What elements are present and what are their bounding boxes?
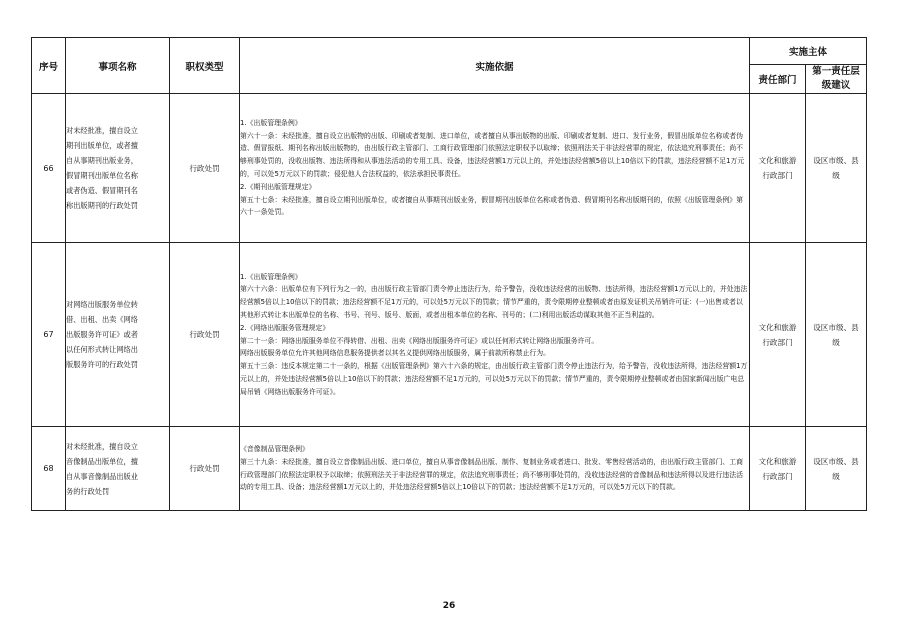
basis-paragraph: 第二十一条：网络出版服务单位不得转借、出租、出卖《网络出版服务许可证》或以任何形式转让网络出版服务许可。	[240, 336, 599, 345]
authority-type-cell: 行政处罚	[170, 427, 240, 511]
item-name-line: 务的行政处罚	[66, 486, 110, 496]
item-name-line: 对网络出版服务单位转	[66, 300, 138, 309]
dept-line: 行政部门	[762, 471, 793, 481]
dept-line: 文化和旅游	[758, 156, 797, 165]
item-name-cell	[66, 94, 170, 243]
item-name-line: 出版服务许可证》或者	[66, 330, 138, 339]
item-name-cell	[66, 427, 170, 511]
item-name-line: 称出版期刊的行政处罚	[66, 201, 138, 210]
basis-paragraph: 第五十三条：违反本规定第二十一条的，根据《出版管理条例》第六十六条的规定，由出版行政主管部门责令停止违法行为，给予警告，没收违法所得，违法经营额1万元以上的，并处违法经营额5倍以上10倍以下的罚款；违法经营额不足1万元的，可以处5万元以下的罚款；情节严重的，责令限期停业整顿或者由国家新闻出版广电总局吊销《网络出版服务许可证》。	[240, 362, 748, 396]
row-number: 67	[32, 243, 66, 427]
header-no: 序号	[32, 38, 66, 94]
basis-cell	[240, 94, 750, 243]
basis-cell	[240, 427, 750, 511]
row-number: 66	[32, 94, 66, 243]
level-suggestion-cell	[806, 94, 867, 243]
responsible-dept-cell	[750, 243, 806, 427]
table-row	[32, 94, 867, 243]
basis-paragraph: 1.《出版管理条例》	[240, 118, 302, 127]
item-name-line: 版服务许可的行政处罚	[66, 360, 138, 369]
header-level-line2: 级建议	[821, 80, 851, 91]
item-name-line: 或者伪造、假冒期刊名	[66, 186, 138, 195]
basis-paragraph: 第三十九条：未经批准，擅自设立音像制品出版、进口单位，擅自从事音像制品出版、制作、复制业务或者进口、批发、零售经营活动的，由出版行政主管部门、工商行政管理部门依照法定职权予以取缔；依照刑法关于非法经营罪的规定，依法追究刑事责任；尚不够刑事处罚的，没收违法经营的音像制品和违法所得以及进行违法活动的专用工具、设备；违法经营额1万元以上的，并处违法经营额5倍以上10倍以下的罚款；违法经营额不足1万元的，可以处5万元以下的罚款。	[240, 457, 744, 492]
item-name-line: 自从事期刊出版业务，	[66, 156, 138, 165]
item-name-line: 自从事音像制品出版业	[66, 471, 138, 481]
header-level-line1: 第一责任层	[812, 66, 860, 77]
table-row	[32, 243, 867, 427]
header-authority-type: 职权类型	[170, 38, 240, 94]
item-name-line: 音像制品出版单位，擅	[66, 456, 138, 466]
row-number: 68	[32, 427, 66, 511]
table-row	[32, 427, 867, 511]
dept-line: 行政部门	[762, 171, 793, 180]
dept-line: 行政部门	[762, 337, 793, 347]
header-item-name: 事项名称	[66, 38, 170, 94]
table-body	[32, 94, 867, 511]
basis-paragraph: 第五十七条：未经批准，擅自设立期刊出版单位，或者擅自从事期刊出版业务，假冒期刊出版单位名称或者伪造、假冒期刊名称出版期刊的，依照《出版管理条例》第六十一条处罚。	[240, 195, 744, 217]
level-line: 级	[832, 171, 840, 180]
item-name-line: 对未经批准，擅自设立	[66, 441, 138, 451]
basis-cell	[240, 243, 750, 427]
basis-paragraph: 《音像制品管理条例》	[240, 444, 309, 453]
authority-type-cell: 行政处罚	[170, 94, 240, 243]
level-line: 级	[832, 471, 840, 481]
basis-paragraph: 2.《期刊出版管理规定》	[240, 182, 316, 191]
basis-paragraph: 2.《网络出版服务管理规定》	[240, 323, 330, 332]
header-subject: 实施主体	[750, 38, 867, 65]
level-line: 设区市级、县	[813, 456, 859, 466]
item-name-line: 以任何形式转让网络出	[66, 345, 138, 354]
basis-paragraph: 网络出版服务单位允许其他网络信息服务提供者以其名义提供网络出版服务，属于前款所称禁止行为。	[240, 349, 551, 358]
page-number: 26	[442, 601, 456, 611]
item-name-line: 假冒期刊出版单位名称	[66, 171, 138, 180]
dept-line: 文化和旅游	[758, 322, 797, 332]
item-name-line: 期刊出版单位，或者擅	[66, 141, 138, 150]
item-name-line: 借、出租、出卖《网络	[66, 315, 138, 324]
basis-paragraph: 1.《出版管理条例》	[240, 272, 302, 281]
level-suggestion-cell	[806, 243, 867, 427]
header-level	[806, 65, 867, 94]
level-line: 级	[832, 337, 840, 347]
header-basis: 实施依据	[240, 38, 750, 94]
level-line: 设区市级、县	[813, 322, 859, 332]
authority-type-cell: 行政处罚	[170, 243, 240, 427]
dept-line: 文化和旅游	[758, 456, 797, 466]
level-suggestion-cell	[806, 427, 867, 511]
authority-table	[31, 37, 867, 511]
responsible-dept-cell	[750, 427, 806, 511]
item-name-cell	[66, 243, 170, 427]
item-name-line: 对未经批准，擅自设立	[66, 126, 138, 135]
basis-paragraph: 第六十一条：未经批准，擅自设立出版物的出版、印刷或者复制、进口单位，或者擅自从事出版物的出版、印刷或者复制、进口、发行业务，假冒出版单位名称或者伪造、假冒报纸、期刊名称出版出版物的，由出版行政主管部门、工商行政管理部门依照法定职权予以取缔；依照刑法关于非法经营罪的规定，依法追究刑事责任；尚不够刑事处罚的，没收出版物、违法所得和从事违法活动的专用工具、设备，违法经营额1万元以上的，并处违法经营额5倍以上10倍以下的罚款，违法经营额不足1万元的，可以处5万元以下的罚款；侵犯他人合法权益的，依法承担民事责任。	[240, 131, 745, 178]
basis-paragraph: 第六十六条：出版单位有下列行为之一的，由出版行政主管部门责令停止违法行为，给予警告，没收违法经营的出版物、违法所得，违法经营额1万元以上的，并处违法经营额5倍以上10倍以下的罚款；违法经营额不足1万元的，可以处5万元以下的罚款；情节严重的，责令限期停业整顿或者由原发证机关吊销许可证：(一)出售或者以其他形式转让本出版单位的名称、书号、刊号、版号、版面，或者出租本单位的名称、刊号的；(二)利用出版活动谋取其他不正当利益的。	[240, 285, 748, 319]
level-line: 设区市级、县	[813, 156, 859, 165]
responsible-dept-cell	[750, 94, 806, 243]
header-dept: 责任部门	[750, 65, 806, 94]
